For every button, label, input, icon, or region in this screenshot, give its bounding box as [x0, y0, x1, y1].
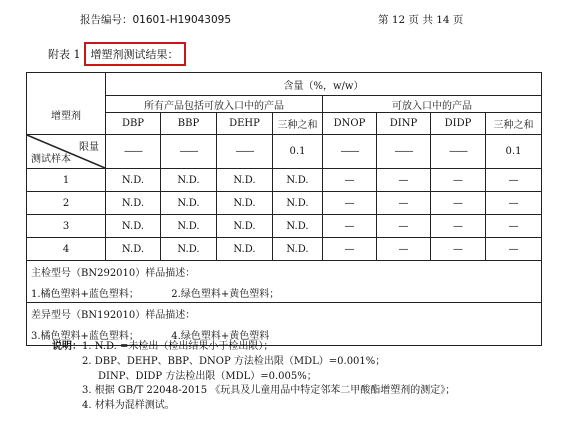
- group1-header: 所有产品包括可放入口中的产品: [106, 96, 323, 113]
- result-cell: N.D.: [273, 192, 323, 215]
- notes-section: [52, 340, 455, 414]
- result-cell: —: [323, 215, 377, 238]
- result-cell: N.D.: [161, 238, 217, 261]
- report-number: 报告编号：01601-H19043095: [80, 14, 232, 26]
- note-item: DINP、DIDP 方法检出限（MDL）=0.005%；: [98, 370, 317, 382]
- result-cell: —: [431, 215, 486, 238]
- table-caption: [48, 42, 186, 66]
- col-header: DIDP: [431, 113, 486, 135]
- result-cell: N.D.: [217, 169, 273, 192]
- corner-blank-cell: [27, 73, 106, 96]
- diff-model-row: [27, 303, 542, 325]
- result-cell: N.D.: [106, 192, 161, 215]
- main-model-label: 主检型号（BN292010）样品描述：: [27, 261, 542, 283]
- result-cell: N.D.: [106, 238, 161, 261]
- col-header: 三种之和: [486, 113, 542, 135]
- result-cell: N.D.: [161, 169, 217, 192]
- result-cell: —: [323, 192, 377, 215]
- limit-value: ——: [106, 135, 161, 169]
- limit-value: 0.1: [486, 135, 542, 169]
- plasticizer-results-table: [26, 72, 542, 346]
- result-cell: N.D.: [217, 238, 273, 261]
- result-cell: —: [431, 192, 486, 215]
- sample-id: 1: [27, 169, 106, 192]
- result-cell: N.D.: [273, 238, 323, 261]
- limit-value: ——: [323, 135, 377, 169]
- sample-id: 2: [27, 192, 106, 215]
- sample-id: 3: [27, 215, 106, 238]
- note-item: 3. 根据 GB/T 22048-2015 《玩具及儿童用品中特定邻苯二甲酸酯增塑剂的测定》；: [82, 385, 456, 397]
- result-cell: —: [377, 169, 431, 192]
- result-cell: —: [486, 169, 542, 192]
- main-model-desc-1: 1.橘色塑料+蓝色塑料；: [31, 288, 139, 300]
- diff-model-desc-2: 4.绿色塑料+黄色塑料: [171, 331, 270, 343]
- col-header: BBP: [161, 113, 217, 135]
- limit-value: ——: [161, 135, 217, 169]
- result-cell: —: [377, 238, 431, 261]
- result-cell: —: [486, 238, 542, 261]
- col-header: DEHP: [217, 113, 273, 135]
- col-header: DBP: [106, 113, 161, 135]
- result-cell: N.D.: [273, 169, 323, 192]
- note-line: [52, 340, 455, 355]
- note-line: [52, 355, 455, 370]
- result-cell: —: [486, 192, 542, 215]
- note-line: [52, 370, 455, 385]
- table-row: [27, 238, 542, 261]
- caption-prefix: 附表 1: [48, 48, 81, 61]
- table-row: [27, 215, 542, 238]
- main-model-desc-2: 2.绿色塑料+黄色塑料；: [171, 288, 280, 300]
- main-model-description: [27, 283, 542, 303]
- main-model-row: [27, 261, 542, 283]
- notes-label: 说明：: [52, 341, 82, 352]
- limit-label: 限量: [79, 142, 99, 153]
- note-item: 2. DBP、DEHP、BBP、DNOP 方法检出限（MDL）=0.001%；: [82, 355, 386, 367]
- content-header-row: [27, 73, 542, 96]
- sample-id: 4: [27, 238, 106, 261]
- result-cell: N.D.: [273, 215, 323, 238]
- table-row: [27, 192, 542, 215]
- result-cell: —: [377, 215, 431, 238]
- col-header: DINP: [377, 113, 431, 135]
- note-item: 4. 材料为混样测试。: [82, 400, 175, 412]
- result-cell: —: [377, 192, 431, 215]
- page-indicator: 第 12 页 共 14 页: [378, 14, 464, 26]
- result-cell: —: [486, 215, 542, 238]
- note-line: [52, 399, 455, 414]
- note-item: 1. N.D. =未检出（检出结果小于检出限）；: [82, 341, 274, 352]
- limit-row: [27, 135, 542, 169]
- limit-value: ——: [431, 135, 486, 169]
- result-cell: N.D.: [106, 215, 161, 238]
- col-header: 三种之和: [273, 113, 323, 135]
- plasticizer-label: 增塑剂: [27, 96, 106, 135]
- group2-header: 可放入口中的产品: [323, 96, 542, 113]
- result-cell: N.D.: [217, 192, 273, 215]
- table-row: [27, 169, 542, 192]
- result-cell: —: [323, 169, 377, 192]
- result-cell: —: [431, 238, 486, 261]
- diff-model-desc-1: 3.橘色塑料+蓝色塑料；: [31, 331, 139, 343]
- result-cell: N.D.: [161, 192, 217, 215]
- result-cell: —: [323, 238, 377, 261]
- result-cell: N.D.: [161, 215, 217, 238]
- result-cell: N.D.: [106, 169, 161, 192]
- caption-title-highlighted: 增塑剂测试结果：: [84, 42, 186, 66]
- col-header: DNOP: [323, 113, 377, 135]
- limit-value: 0.1: [273, 135, 323, 169]
- result-cell: N.D.: [217, 215, 273, 238]
- limit-value: ——: [217, 135, 273, 169]
- limit-sample-diagonal-cell: [27, 135, 106, 169]
- diff-model-label: 差异型号（BN192010）样品描述：: [27, 303, 542, 325]
- note-line: [52, 384, 455, 399]
- main-model-desc-row: [27, 283, 542, 303]
- result-cell: —: [431, 169, 486, 192]
- sample-label: 测试样本: [31, 154, 71, 165]
- group-header-row: [27, 96, 542, 113]
- content-header: 含量（%，w/w）: [106, 73, 542, 96]
- limit-value: ——: [377, 135, 431, 169]
